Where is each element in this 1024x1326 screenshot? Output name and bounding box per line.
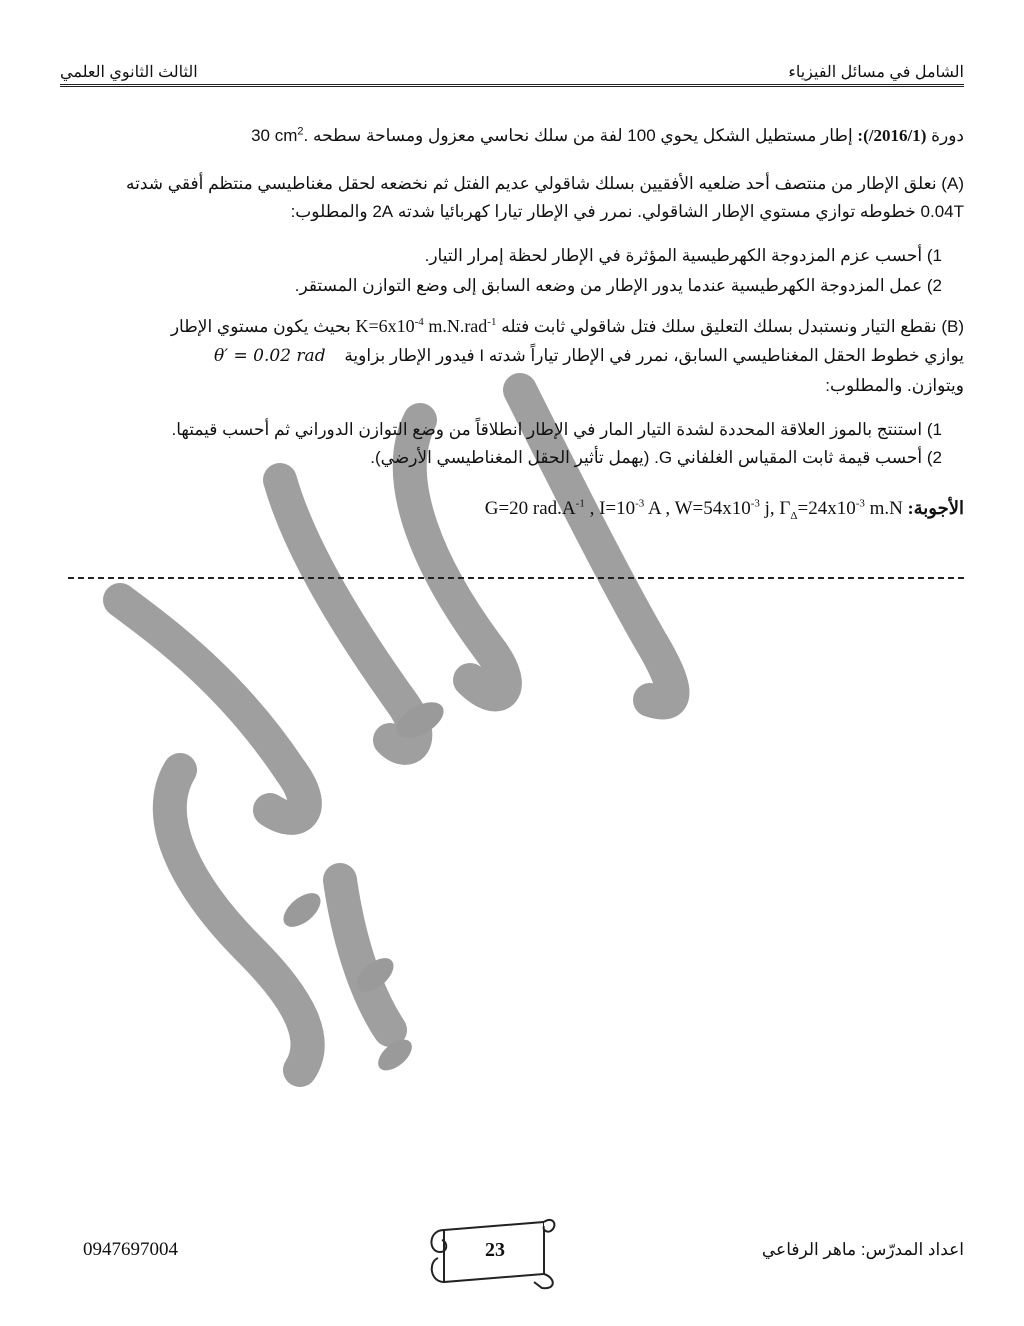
answers-label: الأجوبة: [907, 498, 964, 518]
part-b-question-2: 2) أحسب قيمة ثابت المقياس الغلفاني G. (يهمل تأثير الحقل المغناطيسي الأرضي). [370, 448, 942, 467]
footer-teacher: اعداد المدرّس: ماهر الرفاعي [761, 1240, 964, 1259]
part-a-question-2: 2) عمل المزدوجة الكهرطيسية عندما يدور الإطار من وضعه السابق إلى وضع التوازن المستقر. [294, 276, 942, 295]
book-title: الشامل في مسائل الفيزياء [788, 64, 964, 81]
answers-values: G=20 $rad.A^{-1}$ , $I=10^{-3}$ A , $W=54x10^{-3}$ j, $\Gamma_\Delta=24x10^{-3}$ m.N [484, 497, 903, 522]
answers-line [485, 498, 964, 520]
part-a-question-1: 1) أحسب عزم المزدوجة الكهرطيسية المؤثرة في الإطار لحظة إمرار التيار. [424, 246, 942, 265]
section-divider [68, 577, 964, 579]
grade-label: الثالث الثانوي العلمي [60, 64, 198, 81]
footer-phone: 0947697004 [83, 1239, 178, 1260]
theta-value: θ′ = 0.02 rad [214, 346, 326, 366]
problem-intro-line [251, 126, 964, 146]
page-header [60, 60, 964, 87]
part-b-line-3: ويتوازن. والمطلوب: [825, 376, 964, 395]
part-a-line-2: 0.04T خطوطه توازي مستوي الإطار الشاقولي. نمرر في الإطار تيارا كهربائيا شدته 2A والمطلوب: [290, 202, 964, 221]
session-id: (2016/1/): [857, 126, 927, 145]
problem-intro: إطار مستطيل الشكل يحوي 100 لفة من سلك نحاسي معزول ومساحة سطحه [312, 126, 853, 145]
area-value: 30 $cm^2$. [251, 125, 309, 145]
page-number: 23 [485, 1239, 505, 1261]
part-b-line-1: (B) نقطع التيار ونستبدل بسلك التعليق سلك فتل شاقولي ثابت فتله $K=6x10^{-4}$ m.N.rad$^{-1}$ بحيث يكون مستوي الإطار [170, 316, 964, 336]
session-word: دورة [931, 126, 964, 145]
part-a-line-1: (A) نعلق الإطار من منتصف أحد ضلعيه الأفقيين بسلك شاقولي عديم الفتل ثم نخضعه لحقل مغناطيسي منتظم أفقي شدته [126, 174, 964, 193]
part-b-line-2: يوازي خطوط الحقل المغناطيسي السابق، نمرر في الإطار تياراً شدته I فيدور الإطار بزاوية θ′ = 0.02 rad [214, 346, 964, 366]
part-b-question-1: 1) استنتج بالموز العلاقة المحددة لشدة التيار المار في الإطار انطلاقاً من وضع التوازن الدوراني ثم أحسب قيمتها. [171, 420, 942, 439]
